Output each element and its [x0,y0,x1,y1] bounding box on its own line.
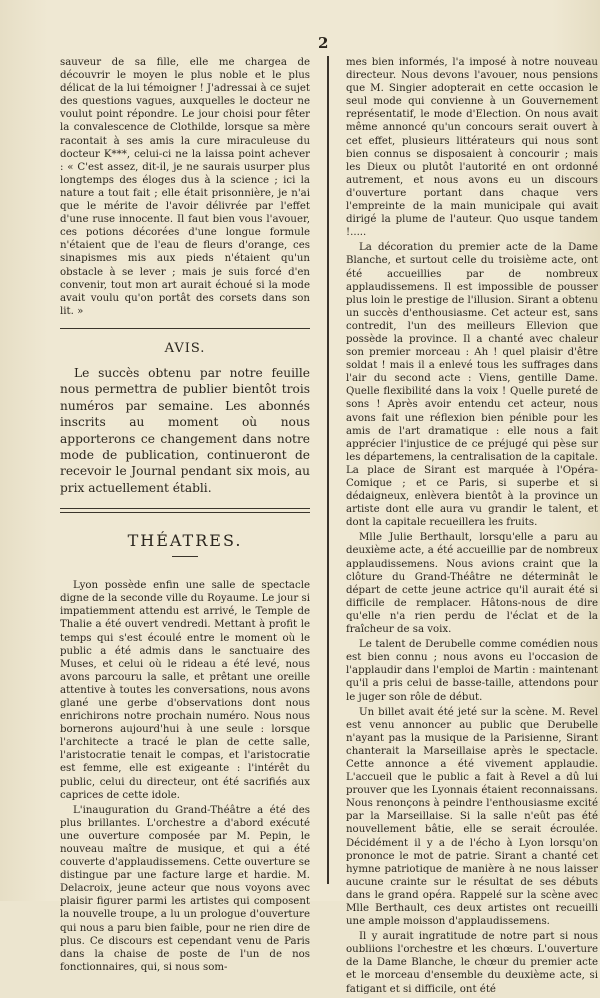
right-paragraph-4: Le talent de Derubelle comme comédien nous est bien connu ; nous avons eu l'occasion de l'applaudir dans l'emploi de Martin : maintenant qu'il a pris celui de basse-taille, attendons pour le juger son rôle de début. [346,639,598,703]
intro-paragraph: sauveur de sa fille, elle me chargea de découvrir le moyen le plus noble et le plus délicat de la lui témoigner ! J'adressai à ce sujet des questions vagues, auxquelles le docteur ne voulut point répondre. Le jour choisi pour fêter la convalescence de Clothilde, lorsque sa mère racontait à ses amis la cure miraculeuse du docteur K***, celui-ci ne la laissa point achever : « C'est assez, dit-il, je ne saurais usurper plus longtemps des éloges dus à la science ; ici la nature a tout fait ; elle était prisonnière, je n'ai que le mérite de l'avoir délivrée par l'effet d'une ruse innocente. Il faut bien vous l'avouer, ces potions décorées d'une longue formule n'étaient que de l'eau de fleurs d'orange, ces sinapismes mis aux pieds n'étaient qu'un obstacle à se lever ; mais je suis forcé d'en convenir, tout mon art aurait échoué si la mode avait voulu qu'on portât des corsets dans son lit. » [60,57,310,317]
column-divider [327,56,329,884]
right-paragraph-1: mes bien informés, l'a imposé à notre nouveau directeur. Nous devons l'avouer, nous pensions que M. Singier adopterait en cette occasion le seul mode qui convienne à un Gouvernement représentatif, le mode d'Election. On nous avait même annoncé qu'un concours serait ouvert à cet effet, plusieurs littérateurs qui nous sont bien connus se disposaient à concourir ; mais les Dieux ou plutôt l'autorité en ont ordonné autrement, et nous avons eu un discours d'ouverture portant dans chaque vers l'empreinte de la main municipale qui avait dirigé la plume de l'auteur. Quo usque tandem !..... [346,57,598,239]
theatres-paragraph-2: L'inauguration du Grand-Théâtre a été des plus brillantes. L'orchestre a d'abord exécuté une ouverture composée par M. Pepin, le nouveau maître de musique, et qui a été couverte d'applaudissemens. Cette ouverture se distingue par une facture large et hardie. M. Delacroix, jeune acteur que nous voyons avec plaisir figurer parmi les artistes qui composent la nouvelle troupe, a lu un prologue d'ouverture qui nous a paru bien faible, pour ne rien dire de plus. Ce discours est cependant venu de Paris dans la chaise de poste de l'un de nos fonctionnaires, qui, si nous som- [60,804,310,973]
right-paragraph-5: Un billet avait été jeté sur la scène. M. Revel est venu annoncer au public que Derubelle n'ayant pas la musique de la Parisienne, Sirant chanterait la Marseillaise après le spectacle. Cette annonce a été vivement applaudie. L'accueil que le public a fait à Revel a dû lui prouver que les Lyonnais étaient reconnaissans. Nous renonçons à peindre l'enthousiasme excité par la Marseillaise. Si la salle n'eût pas été nouvellement bâtie, elle se serait écroulée. Décidément il y a de l'écho à Lyon lorsqu'on prononce le mot de patrie. Sirant a chanté cet hymne patriotique de manière à ne nous laisser aucune crainte sur le résultat de ses débuts dans le grand opéra. Rappelé sur la scène avec Mlle Berthault, ces deux artistes ont recueilli une ample moisson d'applaudissemens. [346,706,598,928]
page-number: 2 [318,34,329,52]
avis-heading: AVIS. [164,340,206,356]
right-paragraph-6: Il y aurait ingratitude de notre part si nous oubliions l'orchestre et les chœurs. L'ouverture de la Dame Blanche, le chœur du premier acte et le morceau d'ensemble du deuxième acte, si fatigant et si difficile, ont été [346,931,598,995]
avis-top-rule [60,328,310,329]
right-column [346,56,598,998]
section-double-rule [60,508,310,513]
avis-text: Le succès obtenu par notre feuille nous permettra de publier bientôt trois numéros par semaine. Les abonnés inscrits au moment où nous apporterons ce changement dans notre mode de publication, continueront de recevoir le Journal pendant six mois, au prix actuellement établi. [60,365,310,495]
theatres-paragraph-1: Lyon possède enfin une salle de spectacle digne de la seconde ville du Royaume. Le jour si impatiemment attendu est arrivé, le Temple de Thalie a été ouvert vendredi. Mettant à profit le temps qui s'est écoulé entre le moment où le public a été admis dans le sanctuaire des Muses, et celui où le rideau a été levé, nous avons parcouru la salle, et prêtant une oreille attentive à toutes les conversations, nous avons glané une gerbe d'observations dont nous enrichirons notre prochain numéro. Nous nous bornerons aujourd'hui à une seule : lorsque l'architecte a tracé le plan de cette salle, l'aristocratie tenait le compas, et l'aristocratie est femme, elle est exigeante : l'intérêt du public, celui du directeur, ont été sacrifiés aux caprices de cette idole. [60,580,310,801]
left-column [60,56,310,976]
heading-dash [172,556,198,557]
theatres-heading: THÉATRES. [127,531,243,551]
right-paragraph-2: La décoration du premier acte de la Dame Blanche, et surtout celle du troisième acte, ont été accueillies par de nombreux applaudissemens. Il est impossible de pousser plus loin le prestige de l'illusion. Sirant a obtenu un succès d'enthousiasme. Cet acteur est, sans contredit, l'un des meilleurs Ellevion que possède la province. Il a chanté avec chaleur son premier morceau : Ah ! quel plaisir d'être soldat ! mais il a enlevé tous les suffrages dans l'air du second acte : Viens, gentille Dame. Quelle flexibilité dans la voix ! Quelle pureté de sons ! Après avoir entendu cet acteur, nous avons fait une réflexion bien pénible pour les amis de l'art dramatique : elle nous a fait apprécier l'injustice de ce préjugé qui pèse sur les départemens, la centralisation de la capitale. La place de Sirant est marquée à l'Opéra-Comique ; et ce Paris, si superbe et si dédaigneux, enlèvera bientôt à la province un artiste dont elle aura vu grandir le talent, et dont la capitale recueillera les fruits. [346,242,598,529]
right-paragraph-3: Mlle Julie Berthault, lorsqu'elle a paru au deuxième acte, a été accueillie par de nombreux applaudissemens. Nous avions craint que la clôture du Grand-Théâtre ne déterminât le départ de cette jeune actrice qu'il aurait été si difficile de remplacer. Hâtons-nous de dire qu'elle n'a rien perdu de l'éclat et de la fraîcheur de sa voix. [346,532,598,636]
